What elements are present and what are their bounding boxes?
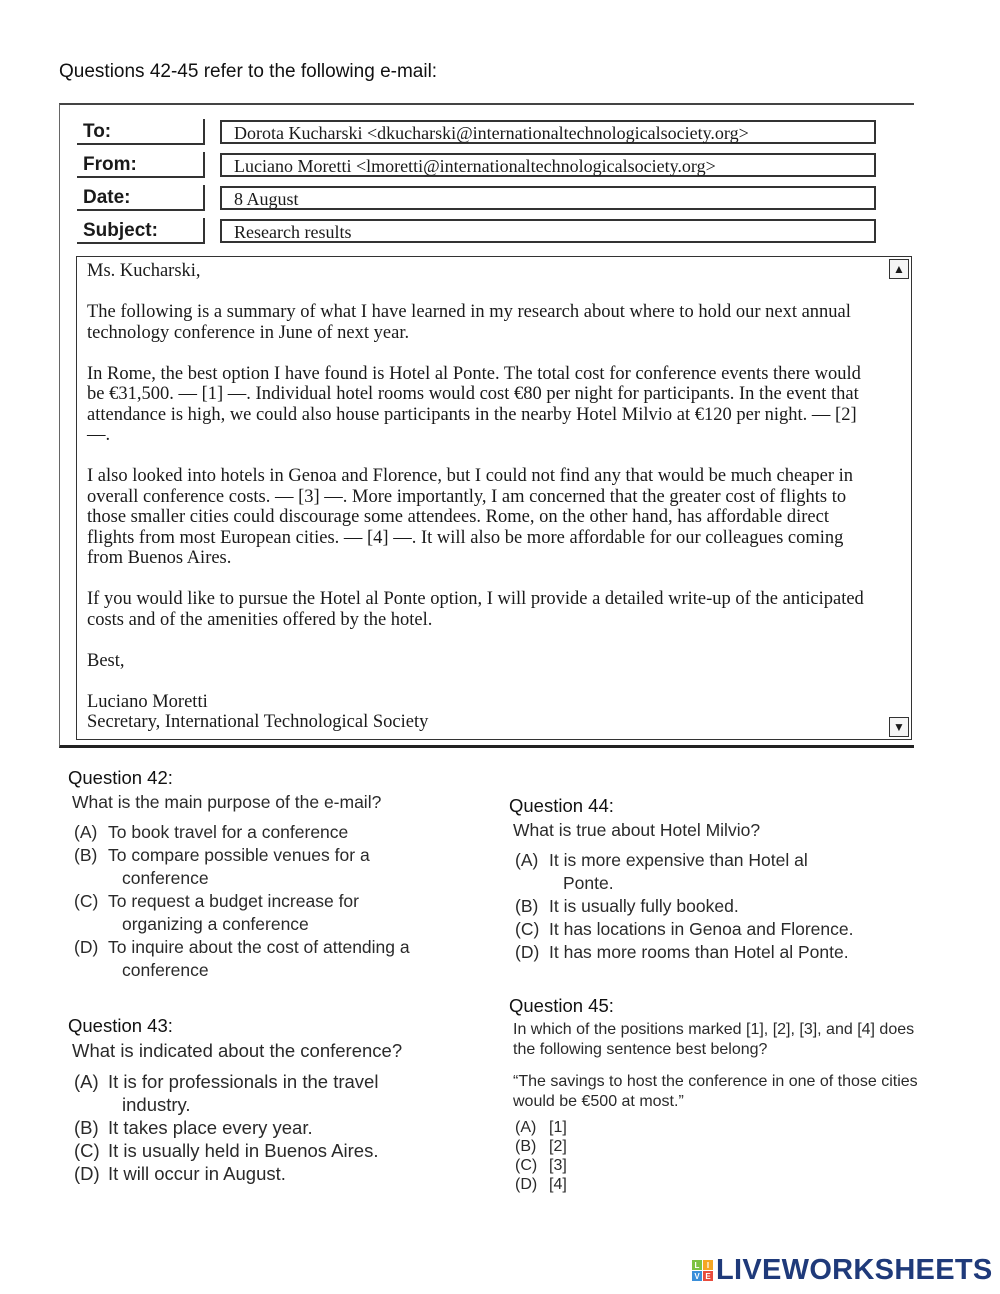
- question-title: Question 42:: [68, 767, 173, 788]
- question-45: [509, 995, 919, 1194]
- option-b[interactable]: (B) To compare possible venues for a conference: [74, 845, 370, 888]
- email-body-text: [87, 261, 877, 733]
- logo-text: LIVEWORKSHEETS: [716, 1254, 993, 1286]
- option-d[interactable]: (D) It will occur in August.: [74, 1163, 286, 1184]
- question-42: [68, 767, 438, 982]
- email-body: [76, 256, 912, 740]
- option-a[interactable]: (A) It is more expensive than Hotel al Ponte.: [515, 850, 808, 893]
- option-b[interactable]: (B) It is usually fully booked.: [515, 896, 739, 916]
- from-field: Luciano Moretti <lmoretti@internationaltechnologicalsociety.org>: [220, 153, 876, 177]
- scroll-up-icon[interactable]: ▲: [889, 259, 909, 279]
- subject-label: Subject:: [77, 218, 205, 244]
- question-title: Question 45:: [509, 995, 614, 1016]
- question-44: [509, 795, 909, 964]
- instructions-heading: Questions 42-45 refer to the following e-mail:: [59, 61, 438, 82]
- paragraph-3: I also looked into hotels in Genoa and Florence, but I could not find any that would be much cheaper in overall conference costs. — [3] —. More importantly, I am concerned that the greater cost of flights to those smaller cities could discourage some attendees. Rome, on the other hand, has affordable direct flights from most European cities. — [4] —. It will also be more affordable for our colleagues coming from Buenos Aires.: [87, 466, 854, 568]
- option-a[interactable]: (A) It is for professionals in the travel industry.: [74, 1071, 379, 1115]
- liveworksheets-logo: [692, 1254, 993, 1287]
- logo-grid-icon: L I V E: [692, 1260, 713, 1281]
- question-stem: What is the main purpose of the e-mail?: [72, 792, 382, 812]
- to-field: Dorota Kucharski <dkucharski@internationaltechnologicalsociety.org>: [220, 120, 876, 144]
- question-43: [68, 1015, 438, 1185]
- from-label: From:: [77, 152, 205, 178]
- option-b[interactable]: (B) [2]: [515, 1138, 567, 1155]
- option-c[interactable]: (C) It has locations in Genoa and Florence.: [515, 919, 854, 939]
- option-d[interactable]: (D) It has more rooms than Hotel al Ponte.: [515, 942, 849, 962]
- question-stem: What is true about Hotel Milvio?: [513, 820, 761, 840]
- option-a[interactable]: (A) To book travel for a conference: [74, 822, 349, 842]
- date-label: Date:: [77, 185, 205, 211]
- question-stem: What is indicated about the conference?: [72, 1040, 403, 1061]
- option-c[interactable]: (C) It is usually held in Buenos Aires.: [74, 1140, 379, 1161]
- date-field: 8 August: [220, 186, 876, 210]
- option-c[interactable]: (C) To request a budget increase for organizing a conference: [74, 891, 359, 934]
- option-a[interactable]: (A) [1]: [515, 1119, 567, 1136]
- subject-field: Research results: [220, 219, 876, 243]
- question-title: Question 43:: [68, 1015, 173, 1036]
- paragraph-1: The following is a summary of what I have learned in my research about where to hold our next annual technology conference in June of next year.: [87, 302, 851, 343]
- salutation: Ms. Kucharski,: [87, 261, 201, 281]
- quoted-sentence: “The savings to host the conference in one of those cities would be €500 at most.”: [513, 1073, 918, 1110]
- paragraph-4: If you would like to pursue the Hotel al Ponte option, I will provide a detailed write-up of the anticipated costs and of the amenities offered by the hotel.: [87, 589, 864, 630]
- signature-title: Secretary, International Technological Society: [87, 712, 429, 732]
- option-c[interactable]: (C) [3]: [515, 1157, 567, 1174]
- option-d[interactable]: (D) [4]: [515, 1176, 567, 1193]
- option-d[interactable]: (D) To inquire about the cost of attending a conference: [74, 937, 410, 980]
- question-stem: In which of the positions marked [1], [2], [3], and [4] does the following sentence best belong?: [513, 1021, 915, 1058]
- question-title: Question 44:: [509, 795, 614, 816]
- option-b[interactable]: (B) It takes place every year.: [74, 1117, 313, 1138]
- closing: Best,: [87, 650, 125, 671]
- paragraph-2: In Rome, the best option I have found is Hotel al Ponte. The total cost for conference events there would be €31,500. — [1] —. Individual hotel rooms would cost €80 per night for participants. In the event that attendance is high, we could also house participants in the nearby Hotel Milvio at €120 per night. — [2] —.: [87, 363, 861, 445]
- signature-name: Luciano Moretti: [87, 691, 208, 712]
- email-window: [59, 103, 914, 748]
- scroll-down-icon[interactable]: ▼: [889, 717, 909, 737]
- to-label: To:: [77, 119, 205, 145]
